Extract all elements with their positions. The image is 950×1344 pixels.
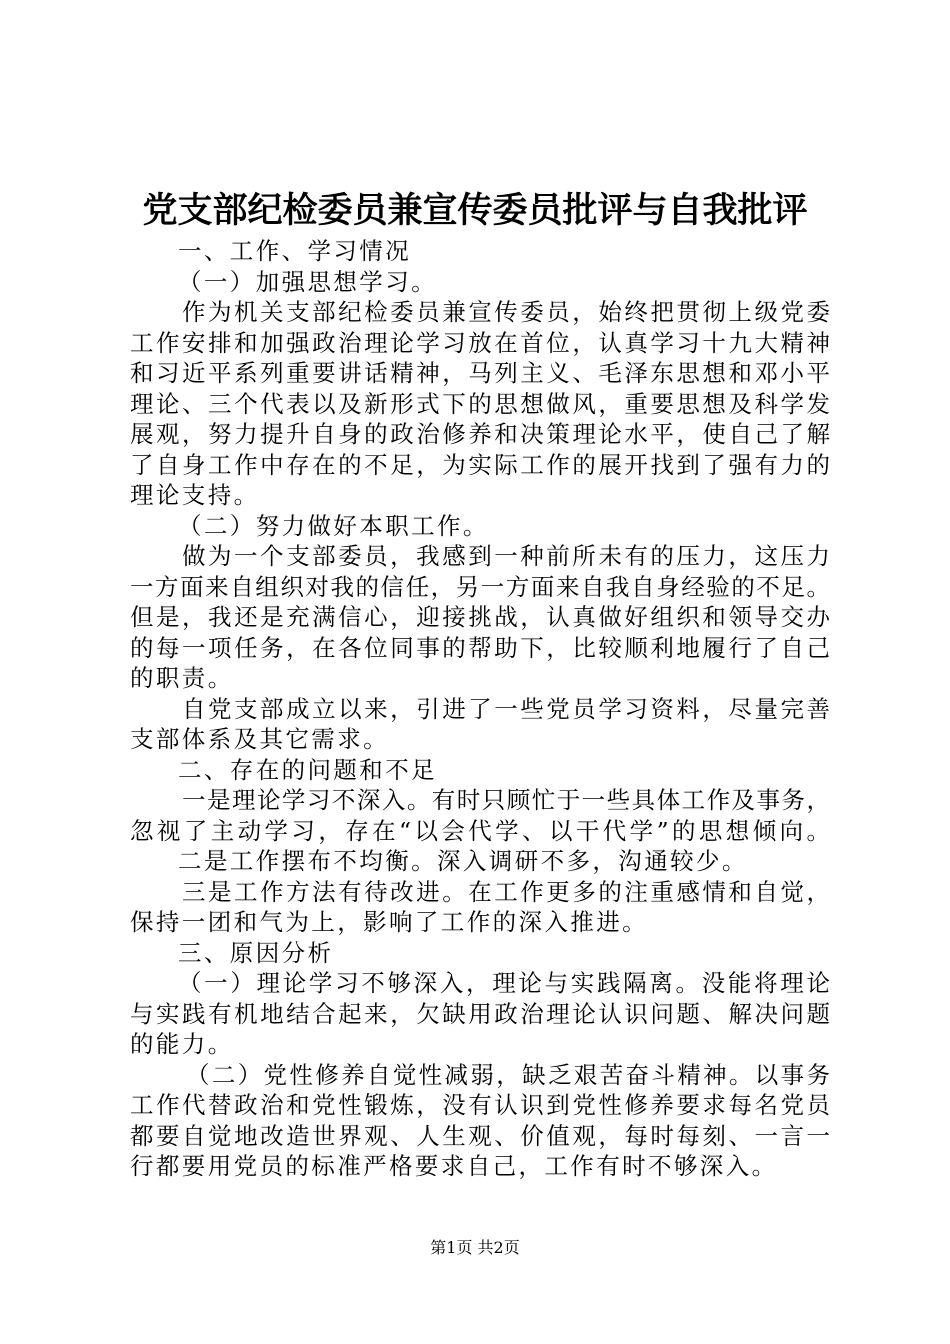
body-line: 理论、三个代表以及新形式下的思想做风，重要思想及科学发 <box>130 389 830 418</box>
body-line: 保持一团和气为上，影响了工作的深入推进。 <box>130 908 648 936</box>
body-line: 理论支持。 <box>130 481 260 509</box>
body-line: 展观，努力提升自身的政治修养和决策理论水平，使自己了解 <box>130 420 830 448</box>
body-line: 一方面来自组织对我的信任，另一方面来自我自身经验的不足。 <box>130 572 830 601</box>
body-line: 行都要用党员的标准严格要求自己，工作有时不够深入。 <box>130 1152 778 1180</box>
body-line: 的能力。 <box>130 1030 234 1058</box>
body-line: （一）加强思想学习。 <box>178 267 437 296</box>
body-line: 一是理论学习不深入。有时只顾忙于一些具体工作及事务， <box>182 786 830 814</box>
body-line: 三、原因分析 <box>178 938 334 967</box>
page-footer: 第1页 共2页 <box>430 1238 520 1257</box>
body-line: 二是工作摆布不均衡。深入调研不多，沟通较少。 <box>178 847 748 875</box>
body-line: 二、存在的问题和不足 <box>178 755 437 784</box>
body-line: 与实践有机地结合起来，欠缺用政治理论认识问题、解决问题 <box>130 999 830 1028</box>
body-line: （一）理论学习不够深入，理论与实践隔离。没能将理论 <box>178 969 830 997</box>
body-line: 了自身工作中存在的不足，为实际工作的展开找到了强有力的 <box>130 450 830 479</box>
body-line: 都要自觉地改造世界观、人生观、价值观，每时每刻、一言一 <box>130 1121 830 1150</box>
document-title: 党支部纪检委员兼宣传委员批评与自我批评 <box>142 190 808 231</box>
body-line: 的职责。 <box>130 664 234 692</box>
body-line: 自党支部成立以来，引进了一些党员学习资料，尽量完善 <box>182 694 830 723</box>
body-line: 和习近平系列重要讲话精神，马列主义、毛泽东思想和邓小平 <box>130 359 830 387</box>
body-line: （二）努力做好本职工作。 <box>178 511 489 540</box>
body-line: 作为机关支部纪检委员兼宣传委员，始终把贯彻上级党委 <box>182 298 830 326</box>
body-line: 的每一项任务，在各位同事的帮助下，比较顺利地履行了自己 <box>130 633 830 662</box>
body-line: 工作安排和加强政治理论学习放在首位，认真学习十九大精神 <box>130 328 830 357</box>
body-line: 忽视了主动学习，存在“以会代学、以干代学”的思想倾向。 <box>130 816 830 845</box>
body-line: 但是，我还是充满信心，迎接挑战，认真做好组织和领导交办 <box>130 603 830 631</box>
document-body <box>130 236 830 1182</box>
body-line: 支部体系及其它需求。 <box>130 725 389 753</box>
body-line: 一、工作、学习情况 <box>178 237 412 265</box>
body-line: 工作代替政治和党性锻炼，没有认识到党性修养要求每名党员 <box>130 1091 830 1119</box>
body-line: 做为一个支部委员，我感到一种前所未有的压力，这压力 <box>182 542 830 570</box>
body-line: 三是工作方法有待改进。在工作更多的注重感情和自觉， <box>182 877 830 906</box>
body-line: （二）党性修养自觉性减弱，缺乏艰苦奋斗精神。以事务 <box>186 1060 830 1089</box>
